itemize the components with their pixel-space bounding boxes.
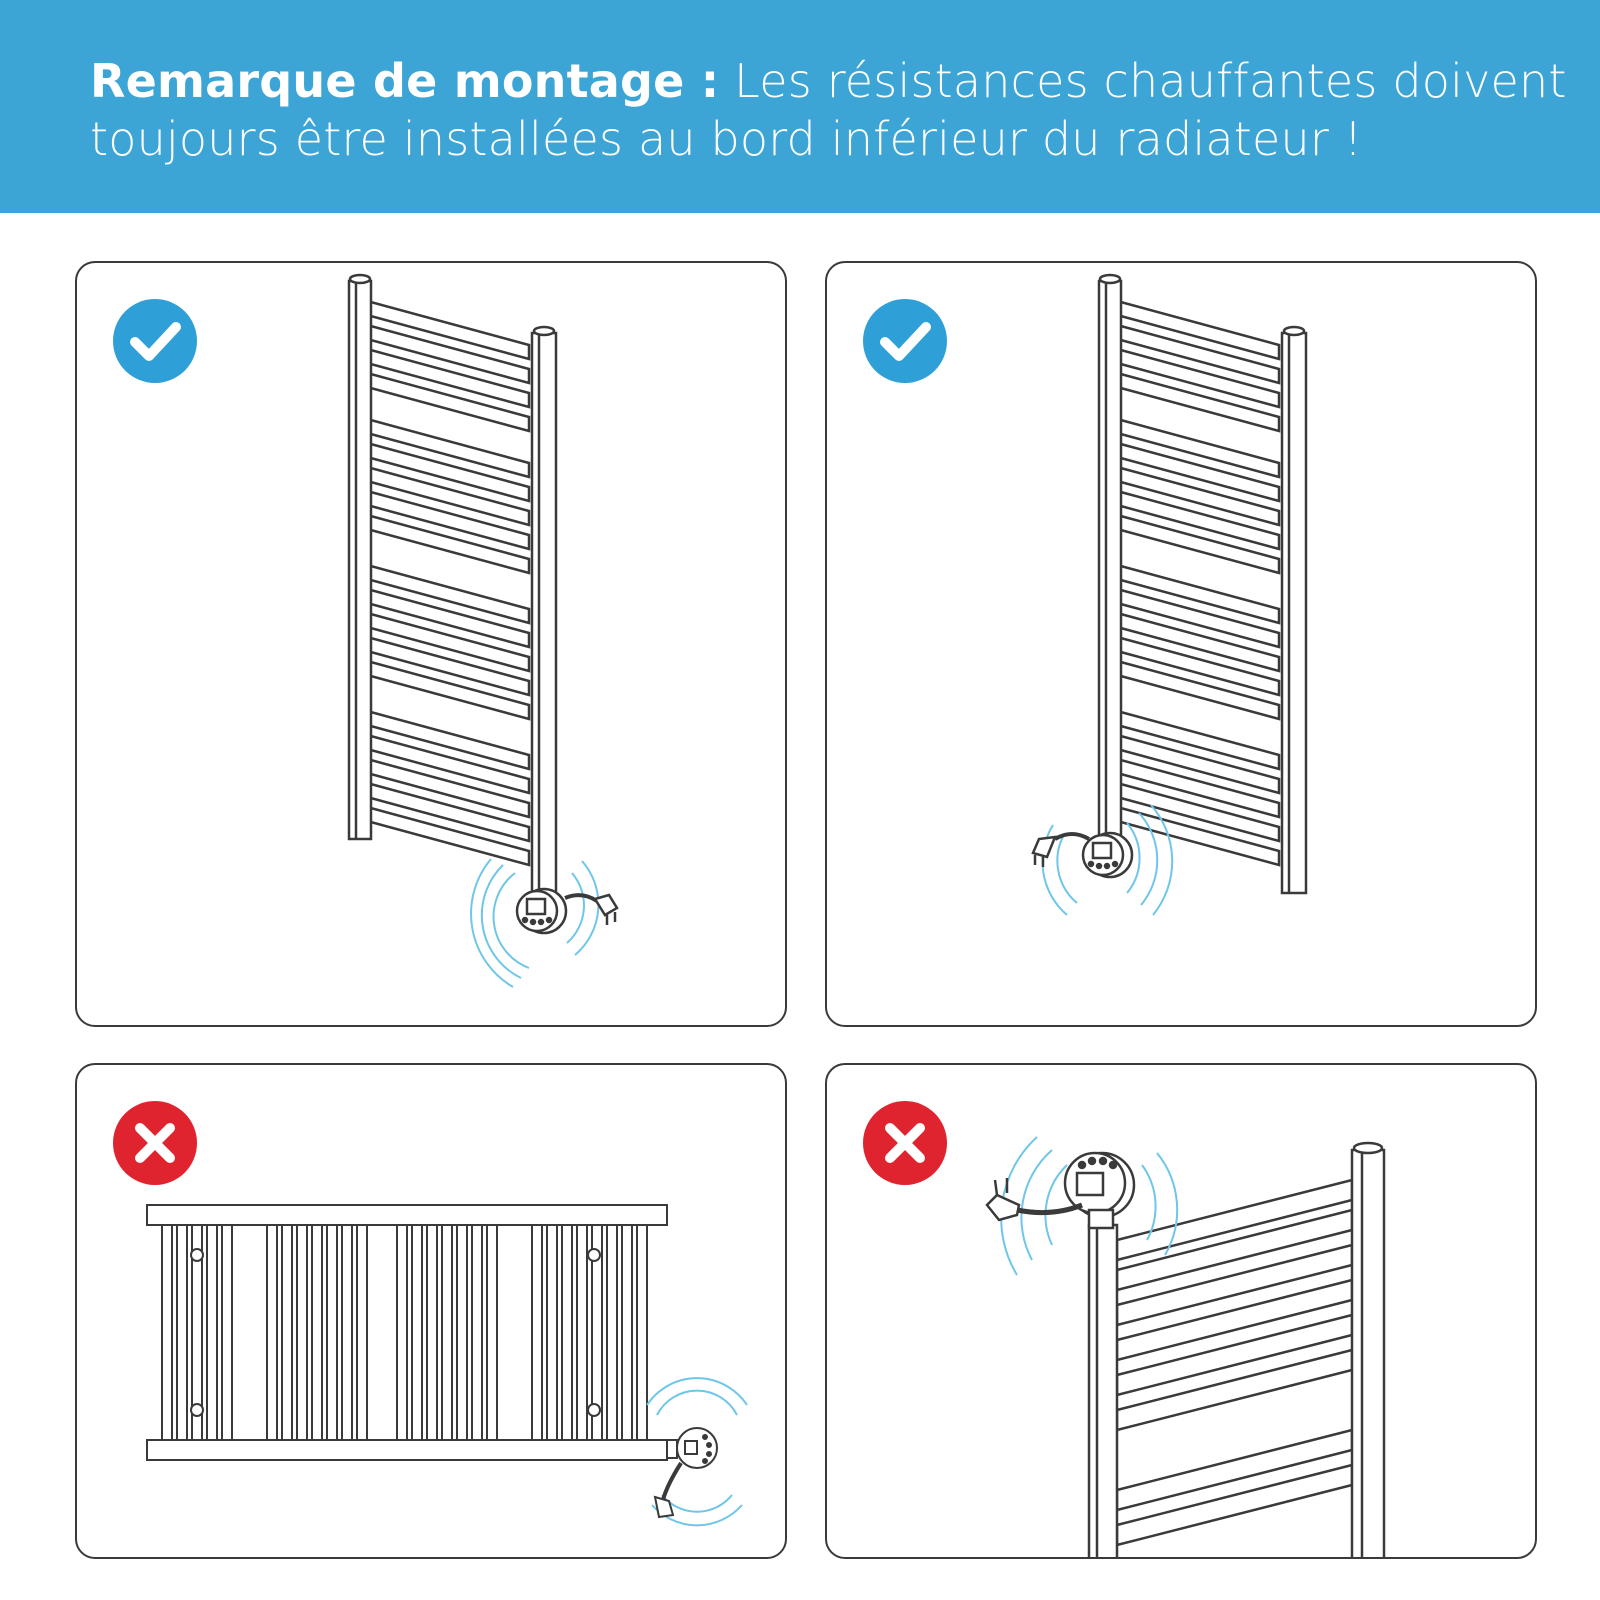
mounting-note-title: Remarque de montage : [90,54,720,108]
towel-radiator-illustration [827,263,1537,1027]
heating-element [517,889,617,933]
radiator-right-post [532,333,556,893]
panel-incorrect-top [825,1063,1537,1559]
radiator-bars [1117,301,1279,865]
radiator-left-post [349,281,371,839]
horizontal-radiator-illustration [77,1065,787,1559]
mounting-note-text: Les résistances chauffantes doivent toujours être installées au bord inférieur du radiateur ! [90,54,1567,166]
radiator-top-rail [147,1205,667,1225]
header-banner [0,0,1600,213]
radiator-left-post [1089,1225,1117,1559]
radiator-right-post [1282,333,1306,893]
panel-correct-bottom-left [825,261,1537,1027]
panel-incorrect-horizontal [75,1063,787,1559]
radiator-left-post [1099,281,1121,839]
mounting-note [90,52,1570,168]
towel-radiator-illustration [77,263,787,1027]
heating-element [987,1153,1134,1228]
radiator-bars [367,301,529,865]
towel-radiator-top-illustration [827,1065,1537,1559]
radiator-bottom-rail [147,1440,667,1460]
heating-element [1033,833,1132,877]
radiator-vertical-bars [162,1225,647,1440]
panel-correct-bottom-right [75,261,787,1027]
radiator-bars [1117,1180,1352,1545]
radiator-right-post [1352,1150,1384,1559]
